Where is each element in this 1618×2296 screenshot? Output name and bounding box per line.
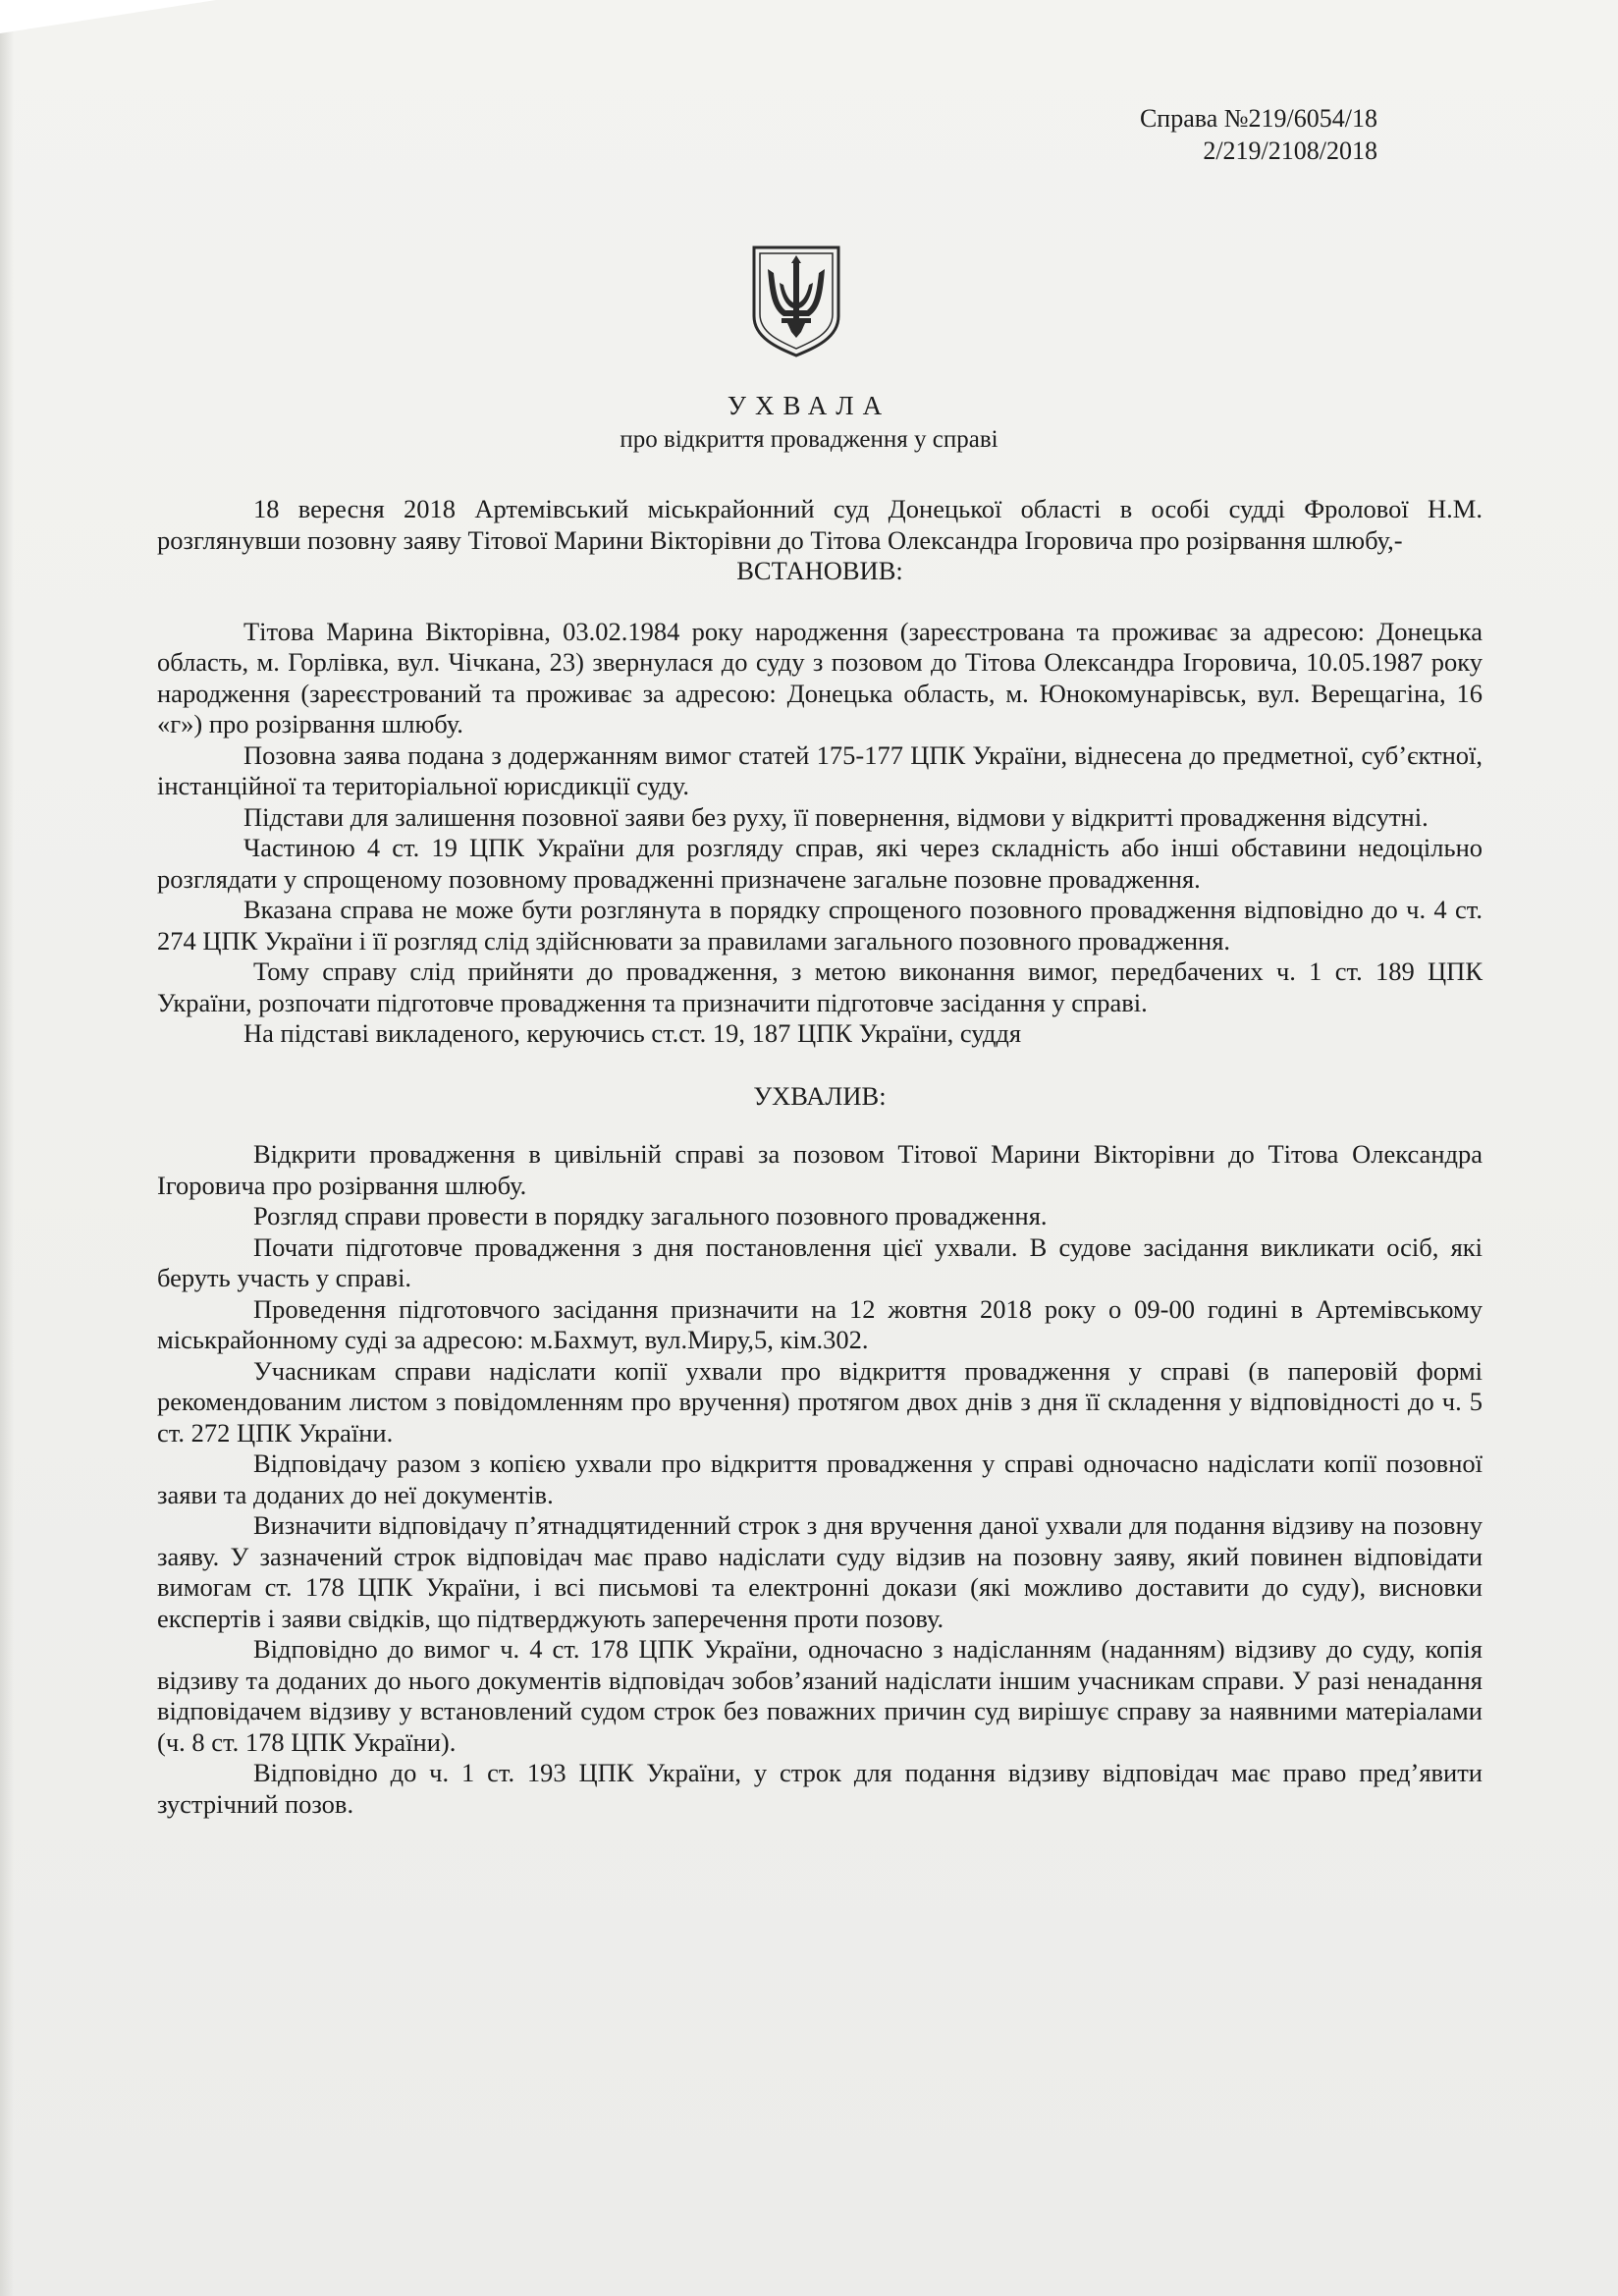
resolved-paragraph: Відкрити провадження в цивільній справі за позовом Тітової Марини Вікторівни до Тітова Олександра Ігоровича про розірвання шлюбу.: [157, 1139, 1483, 1200]
scan-corner: [0, 0, 216, 33]
resolved-paragraph: Учасникам справи надіслати копії ухвали про відкриття провадження у справі (в паперовій формі рекомендованим листом з повідомленням про вручення) протягом двох днів з дня її складення у відповідності до ч. 5 ст. 272 ЦПК України.: [157, 1355, 1483, 1448]
established-paragraph: Вказана справа не може бути розглянута в порядку спрощеного позовного провадження відповідно до ч. 4 ст. 274 ЦПК України і її розгляд слід здійснювати за правилами загального позовного провадження.: [157, 895, 1483, 956]
resolved-paragraph: Проведення підготовчого засідання призначити на 12 жовтня 2018 року о 09-00 годині в Артемівському міськрайонному суді за адресою: м.Бахмут, вул.Миру,5, кім.302.: [157, 1293, 1483, 1354]
established-paragraph: Позовна заява подана з додержанням вимог статей 175-177 ЦПК України, віднесена до предметної, суб’єктної, інстанційної та територіальної юрисдикції суду.: [157, 739, 1483, 800]
resolved-paragraph: Визначити відповідачу п’ятнадцятиденний строк з дня вручення даної ухвали для подання відзиву на позовну заяву. У зазначений строк відповідач має право надіслати суду відзив на позовну заяву, який повинен відповідати вимогам ст. 178 ЦПК України, і всі письмові та електронні докази (які можливо доставити до суду), висновки експертів і заяви свідків, що підтверджують заперечення проти позову.: [157, 1510, 1483, 1633]
resolved-paragraph: Відповідно до ч. 1 ст. 193 ЦПК України, у строк для подання відзиву відповідач має право пред’явити зустрічний позов.: [157, 1758, 1483, 1819]
scan-edge-shadow: [0, 0, 14, 2296]
established-paragraph: Тому справу слід прийняти до провадження, з метою виконання вимог, передбачених ч. 1 ст. 189 ЦПК України, розпочати підготовче провадження та призначити підготовче засідання у справі.: [157, 957, 1483, 1017]
heading-resolved: УХВАЛИВ:: [753, 1080, 887, 1111]
resolved-paragraph: Відповідно до вимог ч. 4 ст. 178 ЦПК України, одночасно з надісланням (наданням) відзиву до суду, копія відзиву та доданих до нього документів відповідач зобов’язаний надіслати іншим учасникам справи. У разі ненадання відповідачем відзиву у встановлений судом строк без поважних причин суд вирішує справу за наявними матеріалами (ч. 8 ст. 178 ЦПК України).: [157, 1634, 1483, 1757]
document-subtitle: про відкриття провадження у справі: [620, 426, 998, 453]
case-number-line-1: Справа №219/6054/18: [1139, 104, 1377, 133]
established-paragraph: Підстави для залишення позовної заяви без руху, її повернення, відмови у відкритті провадження відсутні.: [243, 801, 1429, 832]
case-number-block: [1140, 102, 1377, 167]
document-body: [157, 494, 1483, 1820]
established-paragraph: Частиною 4 ст. 19 ЦПК України для розгляду справ, які через складність або інші обставини недоцільно розглядати у спрощеному позовному провадженні призначене загальне позовне провадження.: [157, 833, 1483, 894]
intro-paragraph: 18 вересня 2018 Артемівський міськрайонний суд Донецької області в особі судді Фролової Н.М. розглянувши позовну заяву Тітової Марини Вікторівни до Тітова Олександра Ігоровича про розірвання шлюбу,-: [157, 494, 1483, 555]
case-number-line-2: 2/219/2108/2018: [1203, 137, 1377, 165]
established-paragraph: Тітова Марина Вікторівна, 03.02.1984 року народження (зареєстрована та проживає за адресою: Донецька область, м. Горлівка, вул. Чічкана, 23) звернулася до суду з позовом до Тітова Олександра Ігоровича, 10.05.1987 року народження (зареєстрований та проживає за адресою: Донецька область, м. Юнокомунарівськ, вул. Верещагіна, 16 «г») про розірвання шлюбу.: [157, 616, 1483, 738]
resolved-paragraph: Відповідачу разом з копією ухвали про відкриття провадження у справі одночасно надіслати копії позовної заяви та доданих до неї документів.: [157, 1449, 1483, 1509]
document-title: УХВАЛА: [727, 391, 891, 420]
established-paragraph: На підставі викладеного, керуючись ст.ст. 19, 187 ЦПК України, суддя: [243, 1018, 1022, 1048]
resolved-paragraph: Розгляд справи провести в порядку загального позовного провадження.: [253, 1201, 1048, 1230]
heading-established: ВСТАНОВИВ:: [736, 556, 903, 585]
resolved-paragraph: Почати підготовче провадження з дня постановлення цієї ухвали. В судове засідання викликати осіб, які беруть участь у справі.: [157, 1231, 1483, 1292]
ukraine-trident-coat-of-arms-icon: [750, 244, 842, 357]
